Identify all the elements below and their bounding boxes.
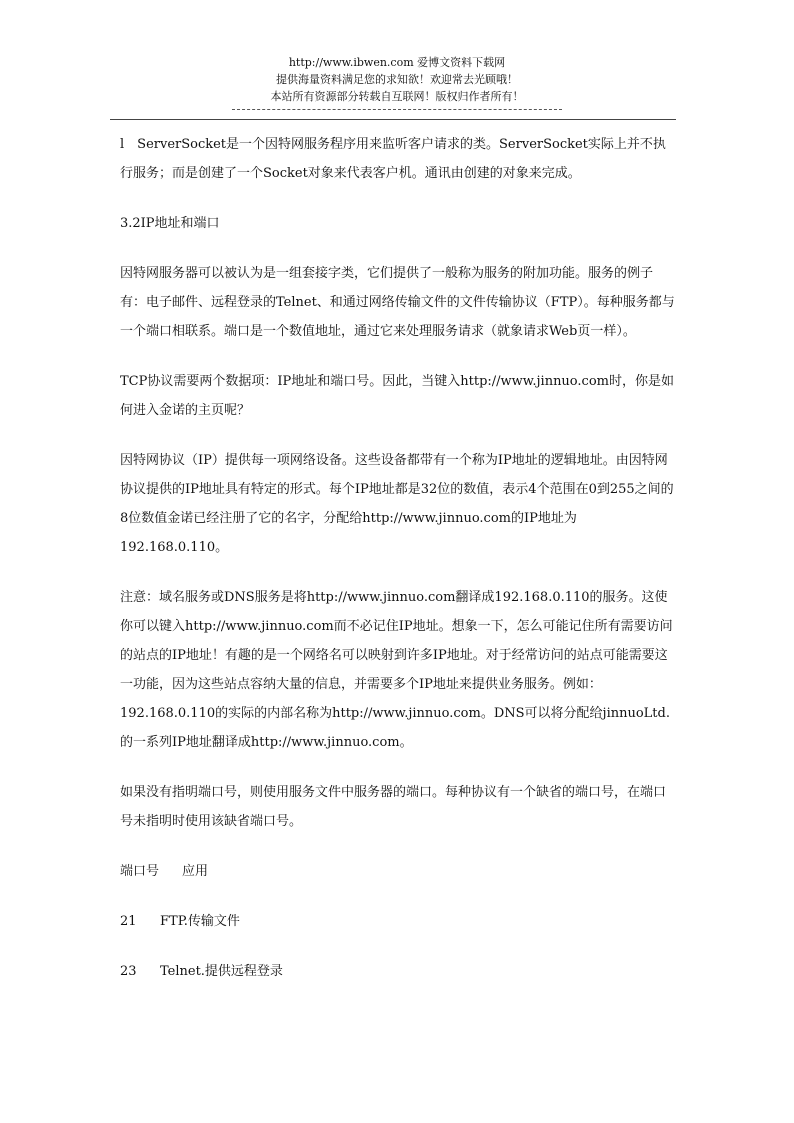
document-body	[120, 130, 676, 1007]
paragraph-serversocket: l ServerSocket是一个因特网服务程序用来监听客户请求的类。ServerSocket实际上并不执行服务；而是创建了一个Socket对象来代表客户机。通讯由创建的对象来完成。	[120, 137, 666, 181]
paragraph-tcp: TCP协议需要两个数据项：IP地址和端口号。因此，当键入http://www.jinnuo.com时，你是如何进入金诺的主页呢？	[120, 374, 674, 418]
port-row-ftp	[120, 907, 676, 936]
paragraph-services: 因特网服务器可以被认为是一组套接字类，它们提供了一般称为服务的附加功能。服务的例子有：电子邮件、远程登录的Telnet、和通过网络传输文件的文件传输协议（FTP）。每种服务都与一个端口相联系。端口是一个数值地址，通过它来处理服务请求（就象请求Web页一样）。	[120, 266, 675, 339]
header-divider	[232, 109, 562, 110]
paragraph-default-port: 如果没有指明端口号，则使用服务文件中服务器的端口。每种协议有一个缺省的端口号，在端口号未指明时使用该缺省端口号。	[120, 785, 667, 829]
port-row-telnet	[120, 957, 676, 986]
paragraph-ip: 因特网协议（IP）提供每一项网络设备。这些设备都带有一个称为IP地址的逻辑地址。由因特网协议提供的IP地址具有特定的形式。每个IP地址都是32位的数值，表示4个范围在0到255之间的8位数值金诺已经注册了它的名字，分配给http://www.jinnuo.com的IP地址为192.168.0.110。	[120, 453, 674, 555]
port-number: 23	[120, 964, 137, 979]
port-application: FTP.传输文件	[160, 914, 240, 929]
port-application: Telnet.提供远程登录	[160, 964, 283, 979]
port-column-header: 端口号	[120, 864, 160, 879]
header-rule	[110, 119, 676, 120]
application-column-header: 应用	[182, 864, 209, 879]
port-table-header	[120, 857, 676, 886]
header-site-line: http://www.ibwen.com 爱博文资料下载网	[288, 56, 506, 69]
section-heading: 3.2IP地址和端口	[120, 216, 220, 231]
header-tagline: 提供海量资料满足您的求知欲！欢迎常去光顾哦！	[276, 73, 518, 86]
page-header	[0, 54, 794, 110]
header-copyright-line: 本站所有资源部分转载自互联网！版权归作者所有！	[270, 90, 524, 103]
port-number: 21	[120, 914, 137, 929]
paragraph-dns-note: 注意：域名服务或DNS服务是将http://www.jinnuo.com翻译成192.168.0.110的服务。这使你可以键入http://www.jinnuo.com而不必记住IP地址。想象一下，怎么可能记住所有需要访问的站点的IP地址！有趣的是一个网络名可以映射到许多IP地址。对于经常访问的站点可能需要这一功能，因为这些站点容纳大量的信息，并需要多个IP地址来提供业务服务。例如：192.168.0.110的实际的内部名称为http://www.jinnuo.com。DNS可以将分配给jinnuoLtd.的一系列IP地址翻译成http://www.jinnuo.com。	[120, 590, 673, 750]
